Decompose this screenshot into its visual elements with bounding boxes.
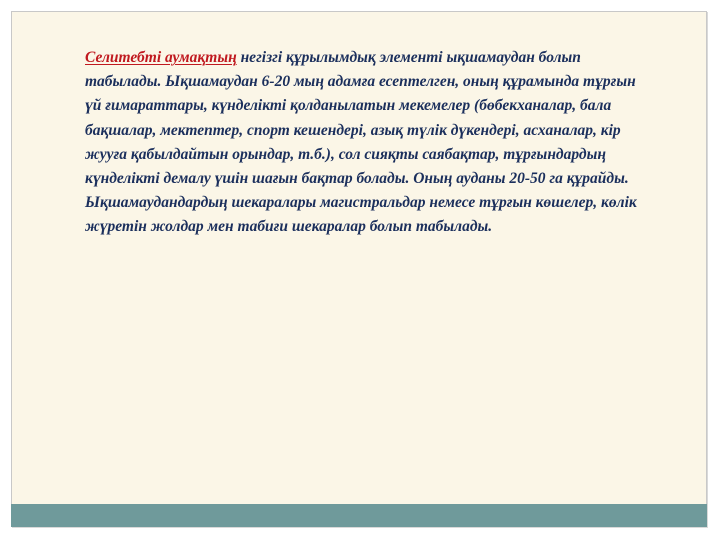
body-text-content: негізгі құрылымдық элементі ықшамаудан болып табылады. Ықшамаудан 6-20 мың адамға есептелген, оның құрамында тұрғын үй ғимараттары, күнделікті қолданылатын мекемелер (бөбекханалар, бала бақшалар, мектептер, спорт кешендері, азық түлік дүкендері, асханалар, кір жууға қабылдайтын орындар, т.б.), сол сияқты саябақтар, тұрғындардың күнделікті демалу үшін шағын бақтар болады. Оның ауданы 20-50 га құрайды. Ықшамаудандардың шекаралары магистральдар немесе тұрғын көшелер, көлік жүретін жолдар мен табиғи шекаралар болып табылады.: [85, 49, 637, 236]
slide-body-text: [85, 46, 655, 240]
slide-footer-bar: [11, 504, 707, 527]
highlighted-term: Селитебті аумақтың: [85, 49, 237, 66]
